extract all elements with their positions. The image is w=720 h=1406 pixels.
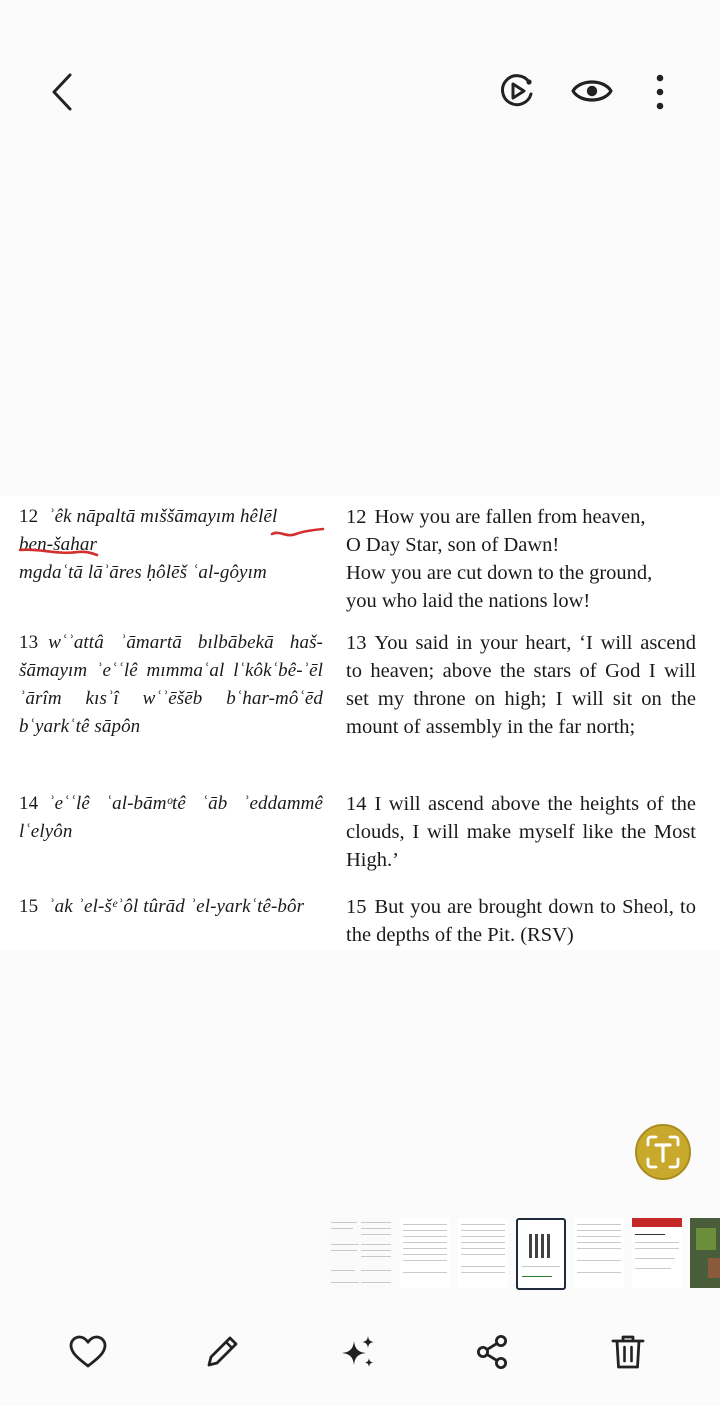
chevron-left-icon xyxy=(50,72,74,112)
thumbnail[interactable] xyxy=(574,1218,624,1288)
document-image xyxy=(0,496,720,950)
transliteration-text: 14 ʾeʿʿlê ʿal-bāmᵒtê ʿāb ʾeddammê lʿelyôn xyxy=(19,793,323,842)
thumbnail[interactable] xyxy=(328,1218,394,1288)
favorite-button[interactable] xyxy=(64,1328,112,1376)
transliteration-text: 12 ʾêk nāpaltā mıššāmayım hêlēl ben-šaḥar mgdaʿtā lāʾāres ḥôlēš ʿal-gôyım xyxy=(19,506,278,583)
transliteration-text: 15 ʾak ʾel-šᵉʾôl tûrād ʾel-yarkʿtê-bôr xyxy=(19,896,305,917)
delete-button[interactable] xyxy=(604,1328,652,1376)
heart-icon xyxy=(69,1335,107,1369)
extract-text-button[interactable] xyxy=(635,1124,691,1180)
thumbnail[interactable] xyxy=(400,1218,450,1288)
thumbnail[interactable] xyxy=(632,1218,682,1288)
more-vertical-icon xyxy=(656,74,664,110)
top-toolbar xyxy=(0,0,720,190)
view-button[interactable] xyxy=(568,69,616,113)
share-icon xyxy=(475,1334,509,1370)
thumbnail[interactable] xyxy=(458,1218,508,1288)
transliteration-text: 13 wʿʾattâ ʾāmartā bılbābekā haš-šāmayım ʾeʿʿlê mımmaʿal lʿkôkʿbê-ʾēl ʾārîm kısʾî wʿʾēšēb bʿhar-môʿēd bʿyarkʿtê sāpôn xyxy=(19,632,323,737)
ai-enhance-button[interactable] xyxy=(334,1328,382,1376)
share-button[interactable] xyxy=(468,1328,516,1376)
more-options-button[interactable] xyxy=(640,68,680,116)
thumbnail[interactable] xyxy=(690,1218,720,1288)
text-recognition-icon xyxy=(645,1134,681,1170)
thumbnail-selected[interactable] xyxy=(516,1218,566,1290)
translation-text: 14 I will ascend above the heights of the clouds, I will make myself like the Most High.’ xyxy=(346,793,696,871)
eye-icon xyxy=(571,76,613,106)
video-remaster-button[interactable] xyxy=(494,67,540,115)
pencil-icon xyxy=(204,1334,240,1370)
play-refresh-icon xyxy=(498,72,536,110)
bottom-action-bar xyxy=(0,1310,720,1406)
back-button[interactable] xyxy=(38,68,86,116)
trash-icon xyxy=(611,1333,645,1371)
translation-text: 13 You said in your heart, ‘I will ascend to heaven; above the stars of God I will set my throne on high; I will sit on the mount of assembly in the far north; xyxy=(346,632,696,738)
sparkles-icon xyxy=(339,1333,377,1371)
translation-text: 12 How you are fallen from heaven, O Day Star, son of Dawn! How you are cut down to the ground, you who laid the nations low! xyxy=(346,506,653,612)
thumbnail-strip[interactable] xyxy=(326,1212,720,1294)
edit-button[interactable] xyxy=(198,1328,246,1376)
translation-text: 15 But you are brought down to Sheol, to the depths of the Pit. (RSV) xyxy=(346,896,696,946)
